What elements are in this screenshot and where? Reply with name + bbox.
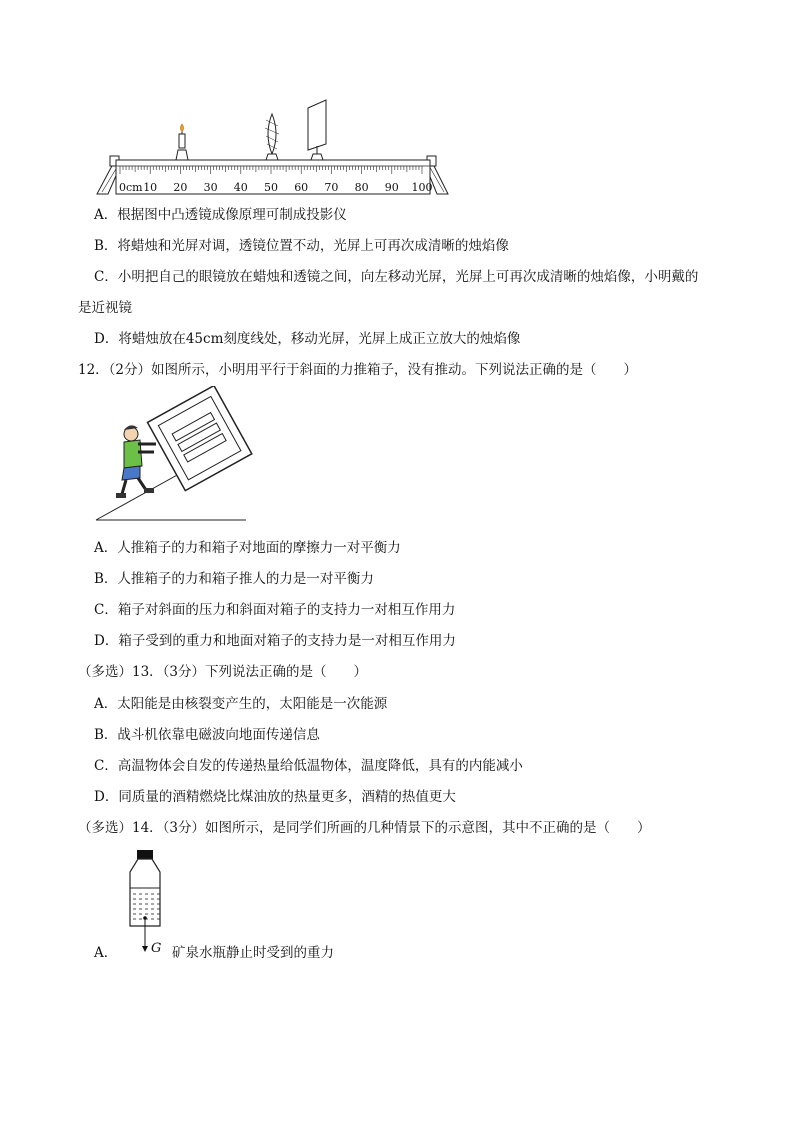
q12-option-a: A．人推箱子的力和箱子对地面的摩擦力一对平衡力 [94,540,401,556]
ruler-label: 90 [384,181,399,194]
candle [176,124,188,160]
q13-option-c: C．高温物体会自发的传递热量给低温物体，温度降低，具有的内能减小 [94,758,523,774]
ruler-label: 80 [354,181,369,194]
ruler-label: 50 [264,181,278,194]
ruler-label: 100 [411,181,433,194]
incline-push-figure [94,386,254,526]
ruler-label: 10 [143,181,158,194]
q11-option-c-cont: 是近视镜 [78,300,132,316]
q11-option-b: B．将蜡烛和光屏对调，透镜位置不动，光屏上可再次成清晰的烛焰像 [94,238,509,254]
gravity-label: G [151,941,162,956]
q14-option-a-label: A． [94,945,118,961]
lens [265,114,279,160]
water-bottle-figure [120,848,176,958]
q14-option-a-caption: 矿泉水瓶静止时受到的重力 [172,945,334,961]
ruler-label: 40 [233,181,248,194]
ruler-label: 70 [324,181,339,194]
q13-option-b: B．战斗机依靠电磁波向地面传递信息 [94,727,320,743]
optical-bench-figure [94,98,450,198]
ruler-label: 0cm [119,181,143,194]
q13-stem: （多选）13．（3分）下列说法正确的是（ ） [78,664,368,680]
ruler-label: 60 [294,181,309,194]
q11-option-d: D．将蜡烛放在45cm刻度线处，移动光屏，光屏上成正立放大的烛焰像 [94,331,521,347]
q12-option-c: C．箱子对斜面的压力和斜面对箱子的支持力一对相互作用力 [94,602,456,618]
light-screen [308,100,326,160]
ruler-label: 20 [173,181,188,194]
q12-option-d: D．箱子受到的重力和地面对箱子的支持力是一对相互作用力 [94,633,456,649]
ruler-label: 30 [203,181,218,194]
q12-option-b: B．人推箱子的力和箱子推人的力是一对平衡力 [94,571,374,587]
q13-option-a: A．太阳能是由核裂变产生的，太阳能是一次能源 [94,696,388,712]
q11-option-c: C．小明把自己的眼镜放在蜡烛和透镜之间，向左移动光屏，光屏上可再次成清晰的烛焰像，小明戴的 [94,269,699,285]
q11-option-a: A．根据图中凸透镜成像原理可制成投影仪 [94,207,347,223]
q12-stem: 12．（2分）如图所示，小明用平行于斜面的力推箱子，没有推动。下列说法正确的是（ ） [78,362,638,378]
q13-option-d: D．同质量的酒精燃烧比煤油放的热量更多，酒精的热值更大 [94,789,456,805]
q14-stem: （多选）14．（3分）如图所示，是同学们所画的几种情景下的示意图，其中不正确的是（ ） [78,820,651,836]
